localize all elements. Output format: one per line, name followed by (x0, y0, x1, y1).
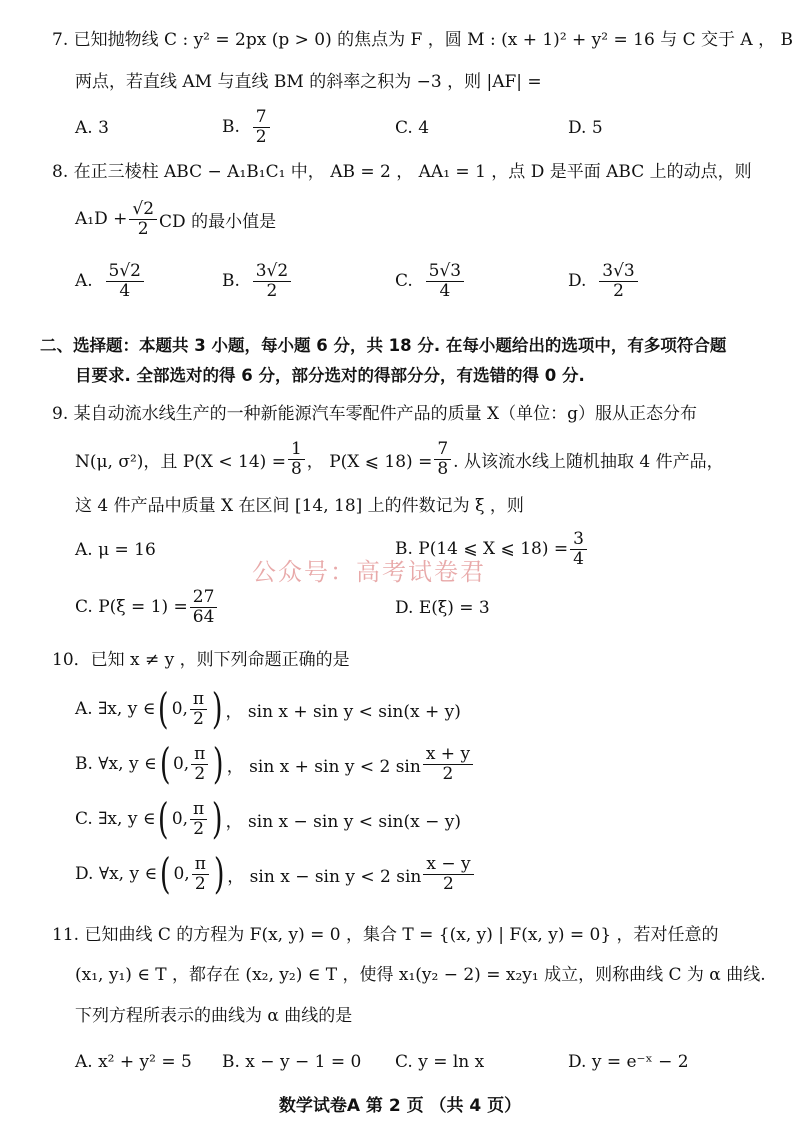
option-label: C. (395, 271, 413, 292)
fraction-denominator: 64 (192, 606, 215, 627)
q8-option-c (395, 262, 466, 300)
left-paren: ( (159, 849, 171, 898)
q10-option-c (75, 794, 461, 843)
fraction-numerator: 27 (190, 588, 218, 608)
q8-option-b (222, 262, 293, 300)
option-label: B. (222, 271, 240, 292)
fraction-numerator: π (190, 800, 207, 820)
fraction-numerator: π (191, 745, 208, 765)
q10-option-d-prefix: D. ∀x, y ∈ (75, 864, 158, 884)
fraction-numerator: 1 (288, 440, 305, 460)
q8-option-d-fraction (599, 262, 637, 300)
q9-line1: 9. 某自动流水线生产的一种新能源汽车零配件产品的质量 X（单位：g）服从正态分布 (52, 404, 698, 424)
q7-option-d: D. 5 (568, 118, 603, 138)
q9-line2-part-a: N(μ, σ²)，且 P(X < 14) = (75, 451, 286, 472)
fraction-numerator: 3√3 (599, 262, 637, 282)
fraction-denominator: 2 (255, 126, 267, 147)
interval-right-fraction (192, 855, 209, 893)
option-label: D. (568, 271, 587, 292)
q8-line2-fraction (129, 200, 157, 238)
right-paren: ) (211, 684, 223, 733)
left-paren: ( (159, 739, 171, 788)
q11-option-d: D. y = e⁻ˣ − 2 (568, 1052, 689, 1072)
fraction-numerator: √2 (129, 200, 157, 220)
right-paren: ) (212, 794, 223, 843)
fraction-denominator: 8 (290, 458, 302, 479)
fraction-denominator: 4 (119, 280, 131, 301)
fraction-denominator: 2 (443, 873, 454, 894)
fraction-numerator: π (190, 690, 207, 710)
q9-option-d: D. E(ξ) = 3 (395, 598, 490, 618)
fraction-denominator: 2 (442, 763, 454, 784)
interval-right-fraction (190, 690, 207, 728)
q9-option-c-fraction (190, 588, 218, 626)
q9-line2-part-c: . 从该流水线上随机抽取 4 件产品， (453, 451, 724, 472)
interval-left: 0, (171, 699, 188, 719)
q7-line1: 7. 已知抛物线 C : y² = 2px (p > 0) 的焦点为 F ，圆 M : (x + 1)² + y² = 16 与 C 交于 A ， B (52, 30, 793, 50)
section2-heading-line2: 目要求. 全部选对的得 6 分，部分选对的得部分分，有选错的得 0 分. (75, 366, 585, 385)
q8-option-a (75, 262, 146, 300)
q8-option-b-fraction (253, 262, 291, 300)
q7-line2: 两点，若直线 AM 与直线 BM 的斜率之积为 −3 ，则 |AF| = (75, 72, 542, 92)
fraction-numerator: π (192, 855, 209, 875)
q9-option-a: A. μ = 16 (75, 540, 156, 560)
q7-option-b (222, 108, 272, 146)
q11-line3: 下列方程所表示的曲线为 α 曲线的是 (75, 1006, 353, 1026)
q11-option-b: B. x − y − 1 = 0 (222, 1052, 362, 1072)
fraction-numerator: x + y (423, 745, 473, 765)
q8-line1: 8. 在正三棱柱 ABC − A₁B₁C₁ 中， AB = 2 ， AA₁ = 1 ，点 D 是平面 ABC 上的动点，则 (52, 162, 752, 182)
fraction-denominator: 2 (194, 873, 206, 894)
section2-heading-line1: 二、选择题：本题共 3 小题，每小题 6 分，共 18 分. 在每小题给出的选项中，有多项符合题 (40, 336, 727, 355)
left-paren: ( (158, 684, 169, 733)
q8-line2-pre: A₁D + (75, 209, 128, 230)
right-paren: ) (213, 739, 224, 788)
q10-option-c-prefix: C. ∃x, y ∈ (75, 809, 156, 829)
q8-line2 (75, 200, 276, 238)
option-label: A. (75, 271, 93, 292)
q8-option-c-fraction (426, 262, 464, 300)
fraction-numerator: 5√2 (106, 262, 144, 282)
fraction-numerator: 5√3 (426, 262, 464, 282)
q9-option-b-text: B. P(14 ⩽ X ⩽ 18) = (395, 539, 569, 560)
fraction-denominator: 8 (437, 458, 449, 479)
q11-line2: (x₁, y₁) ∈ T ，都存在 (x₂, y₂) ∈ T ，使得 x₁(y₂ − 2) = x₂y₁ 成立，则称曲线 C 为 α 曲线. (75, 965, 766, 985)
q10-option-d (75, 849, 476, 898)
watermark: 公众号：高考试卷君 (252, 558, 486, 586)
q10-option-c-expression: ， sin x − sin y < sin(x − y) (225, 811, 461, 832)
q10-option-a-prefix: A. ∃x, y ∈ (75, 699, 156, 719)
q10-stem: 10．已知 x ≠ y ，则下列命题正确的是 (52, 650, 350, 670)
fraction-denominator: 2 (193, 818, 205, 839)
q7-option-b-fraction (253, 108, 270, 146)
q9-line2-part-b: ， P(X ⩽ 18) = (306, 451, 433, 472)
q10-option-b-prefix: B. ∀x, y ∈ (75, 754, 157, 774)
fraction-numerator: 7 (434, 440, 451, 460)
q9-line3: 这 4 件产品中质量 X 在区间 [14, 18] 上的件数记为 ξ ，则 (75, 496, 524, 516)
q9-fraction-1 (288, 440, 305, 478)
page-footer: 数学试卷A 第 2 页 （共 4 页） (278, 1096, 522, 1116)
q11-option-c: C. y = ln x (395, 1052, 485, 1072)
fraction-denominator: 4 (439, 280, 451, 301)
fraction-denominator: 2 (137, 218, 149, 239)
q11-option-a: A. x² + y² = 5 (75, 1052, 192, 1072)
fraction-numerator: 3 (570, 530, 587, 550)
q7-option-a: A. 3 (75, 118, 109, 138)
q8-line2-post: CD 的最小值是 (159, 211, 277, 232)
left-paren: ( (158, 794, 169, 843)
q10-option-d-fraction (423, 855, 473, 893)
q9-line2 (75, 440, 724, 478)
q10-option-a-expression: ， sin x + sin y < sin(x + y) (225, 701, 461, 722)
fraction-numerator: x − y (423, 855, 473, 875)
q9-option-c (75, 588, 219, 626)
q10-option-d-expression: ， sin x − sin y < 2 sin (227, 866, 422, 887)
fraction-denominator: 2 (266, 280, 278, 301)
interval-right-fraction (191, 745, 208, 783)
q10-option-b (75, 739, 475, 788)
q7-option-c: C. 4 (395, 118, 430, 138)
fraction-numerator: 7 (253, 108, 270, 128)
interval-left: 0, (171, 809, 189, 829)
right-paren: ) (213, 849, 225, 898)
interval-left: 0, (172, 754, 190, 774)
interval-left: 0, (173, 864, 190, 884)
q10-option-a (75, 684, 461, 733)
fraction-denominator: 2 (613, 280, 624, 301)
interval-right-fraction (190, 800, 207, 838)
q9-fraction-2 (434, 440, 451, 478)
q9-option-c-text: C. P(ξ = 1) = (75, 597, 188, 618)
q9-option-b-fraction (570, 530, 587, 568)
q10-option-b-fraction (423, 745, 473, 783)
q10-option-b-expression: ， sin x + sin y < 2 sin (226, 756, 421, 777)
q7-option-b-label: B. (222, 117, 240, 138)
fraction-denominator: 2 (194, 763, 206, 784)
fraction-denominator: 2 (193, 708, 204, 729)
fraction-numerator: 3√2 (253, 262, 291, 282)
q8-option-d (568, 262, 640, 300)
q11-line1: 11. 已知曲线 C 的方程为 F(x, y) = 0 ，集合 T = {(x, y) | F(x, y) = 0} ，若对任意的 (52, 925, 719, 945)
fraction-denominator: 4 (573, 548, 584, 569)
q8-option-a-fraction (106, 262, 144, 300)
